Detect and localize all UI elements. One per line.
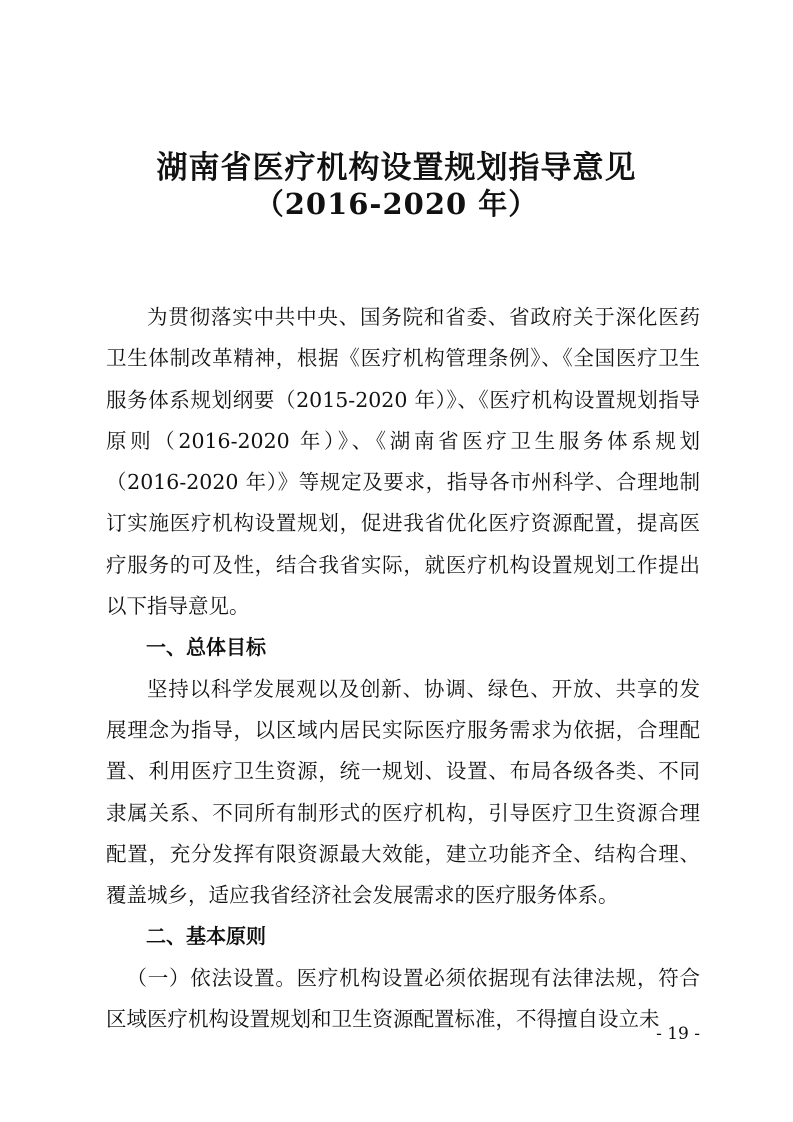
principle-lawful-setup-paragraph: （一）依法设置。医疗机构设置必须依据现有法律法规，符合区域医疗机构设置规划和卫生资源配置标准，不得擅自设立未 bbox=[106, 965, 700, 1032]
section-heading-basic-principles: 二、基本原则 bbox=[146, 924, 266, 949]
document-title: 湖南省医疗机构设置规划指导意见 bbox=[156, 150, 637, 186]
document-subtitle-years: （2016-2020 年） bbox=[254, 187, 539, 221]
section-heading-overall-goal: 一、总体目标 bbox=[146, 635, 266, 660]
document-body bbox=[106, 297, 700, 1040]
overall-goal-paragraph: 坚持以科学发展观以及创新、协调、绿色、开放、共享的发展理念为指导，以区域内居民实际医疗服务需求为依据，合理配置、利用医疗卫生资源，统一规划、设置、布局各级各类、不同隶属关系、不同所有制形式的医疗机构，引导医疗卫生资源合理配置，充分发挥有限资源最大效能，建立功能齐全、结构合理、覆盖城乡，适应我省经济社会发展需求的医疗服务体系。 bbox=[106, 676, 700, 908]
page-number: - 19 - bbox=[656, 1024, 700, 1044]
intro-paragraph: 为贯彻落实中共中央、国务院和省委、省政府关于深化医药卫生体制改革精神，根据《医疗机构管理条例》、《全国医疗卫生服务体系规划纲要（2015-2020 年）》、《医疗机构设置规划指导原则（2016-2020 年）》、《湖南省医疗卫生服务体系规划（2016-2020 年）》等规定及要求，指导各市州科学、合理地制订实施医疗机构设置规划，促进我省优化医疗资源配置，提高医疗服务的可及性，结合我省实际，就医疗机构设置规划工作提出以下指导意见。 bbox=[106, 305, 700, 619]
